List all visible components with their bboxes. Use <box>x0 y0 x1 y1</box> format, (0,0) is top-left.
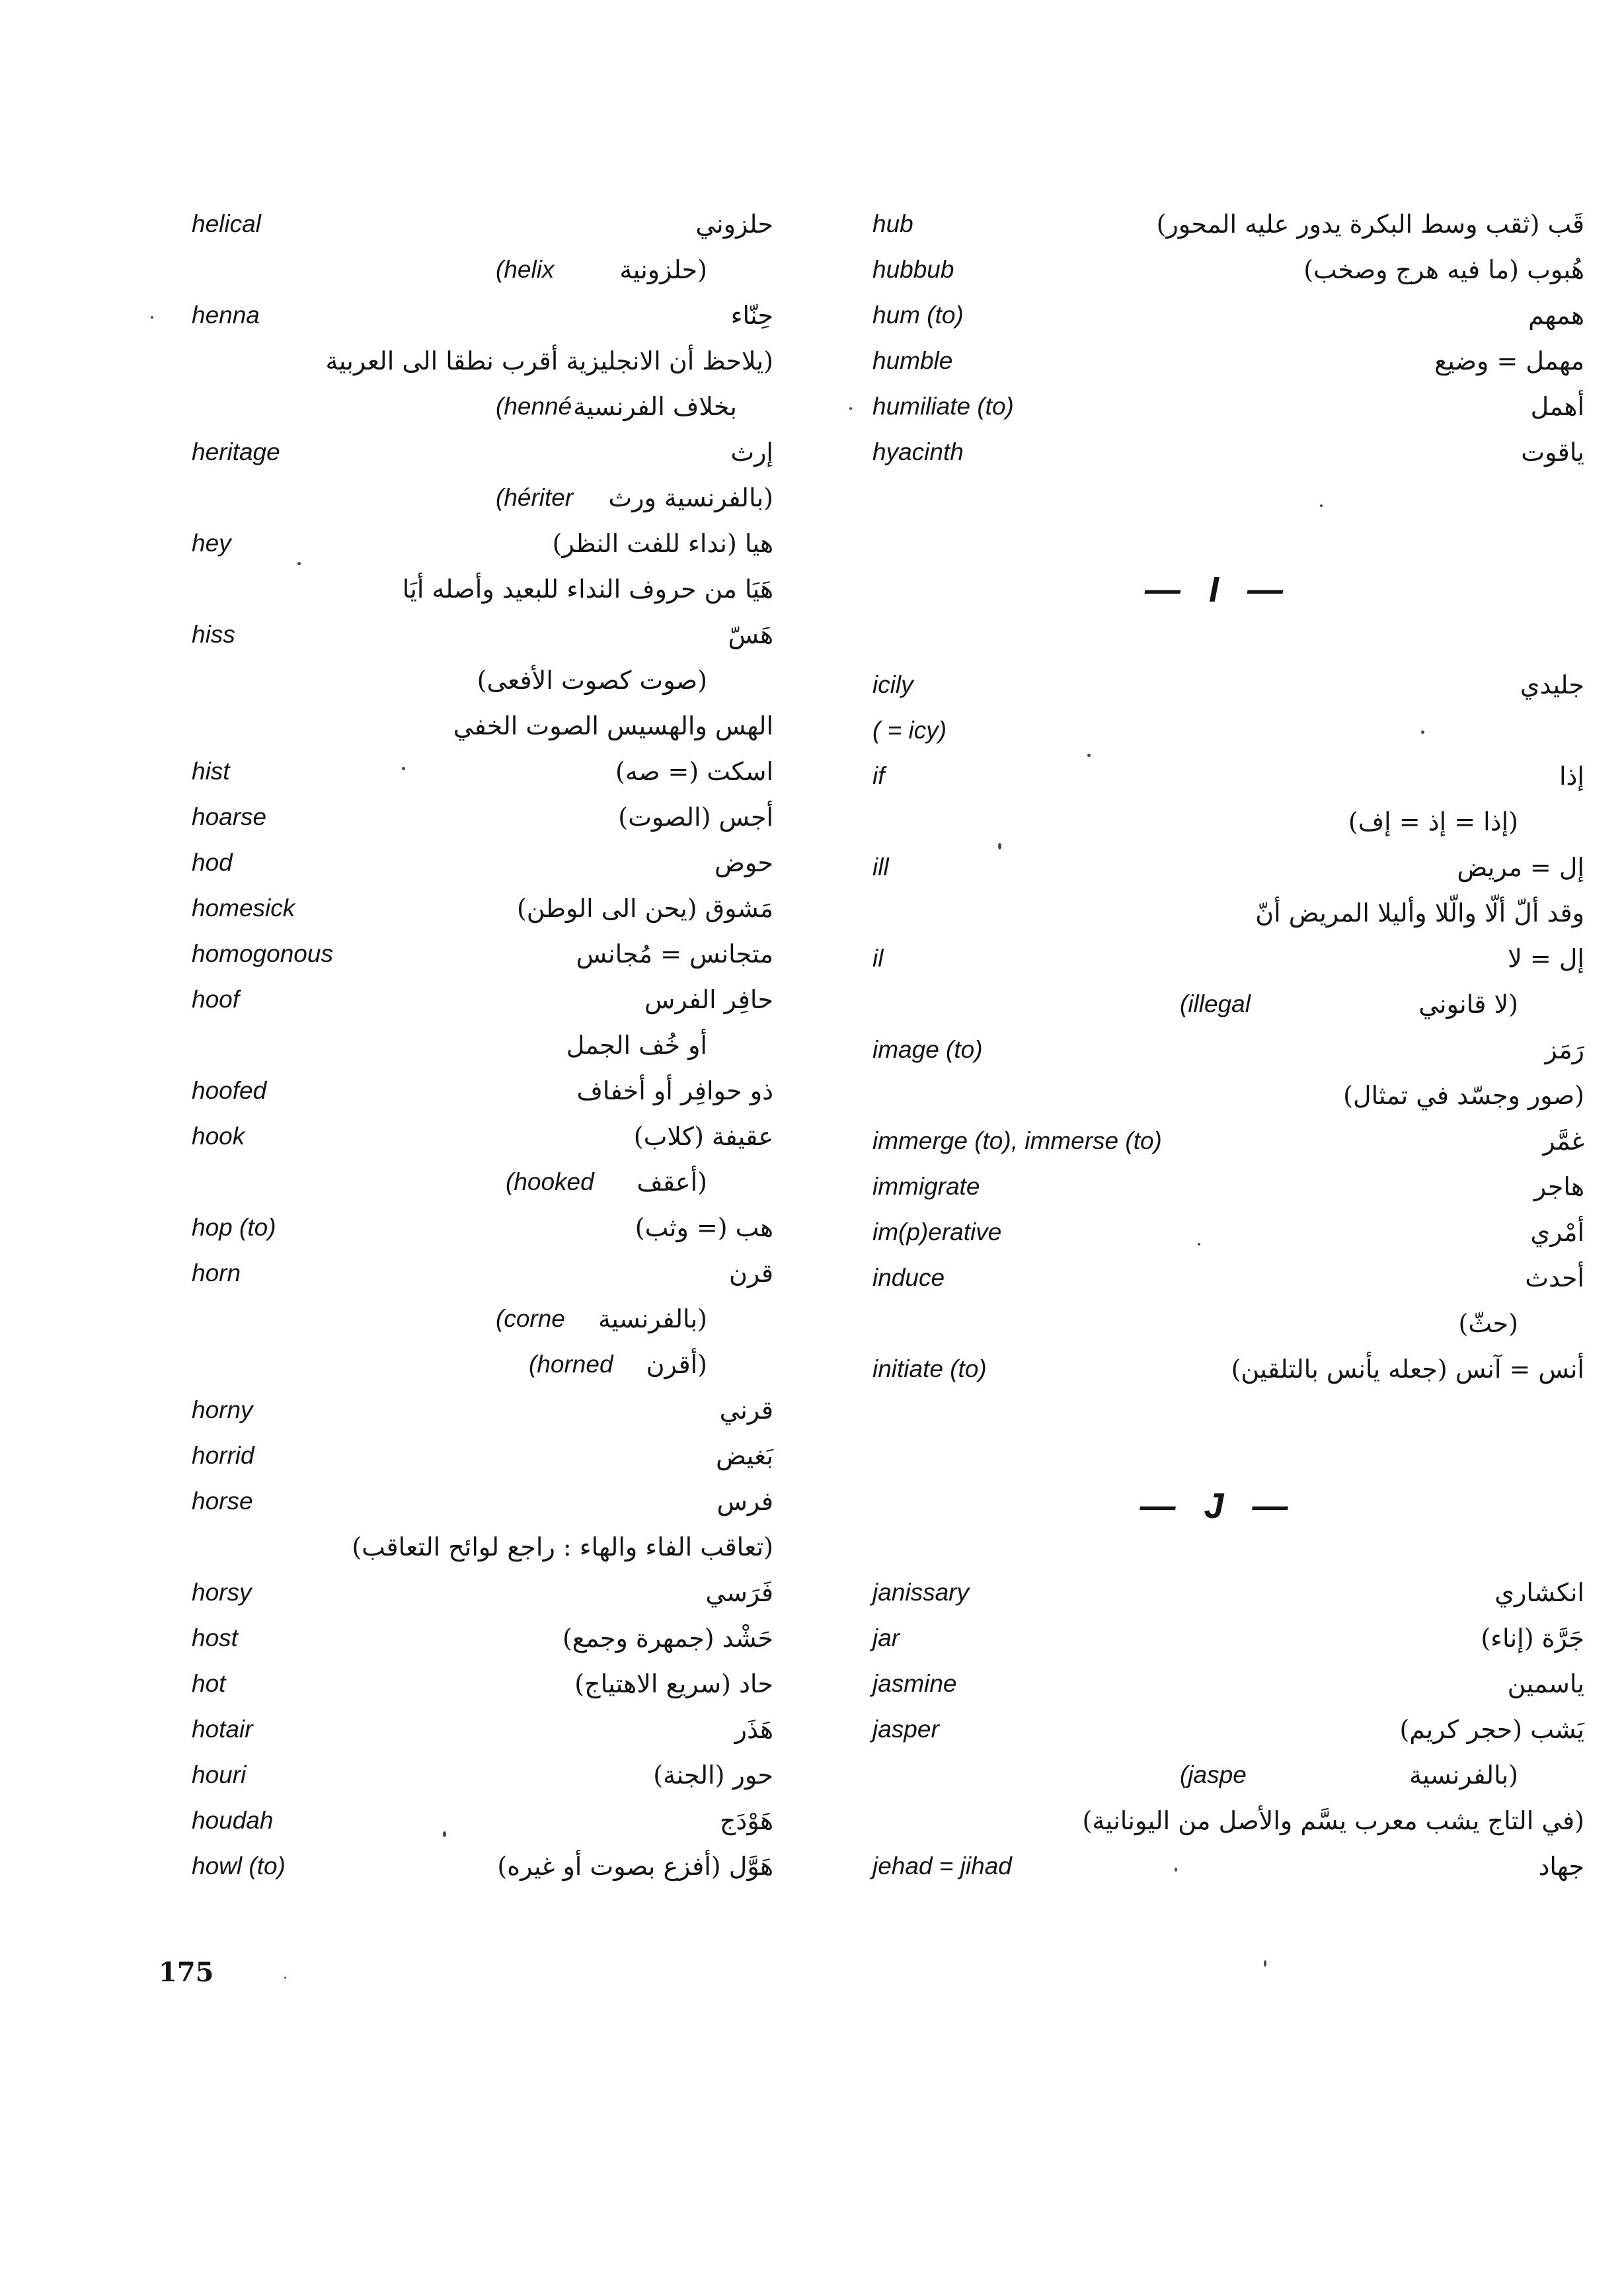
english-term: hub <box>872 210 913 237</box>
english-note: (horned <box>529 1351 613 1378</box>
scan-speck <box>998 843 1001 850</box>
arabic-term: هُبوب (ما فيه هرج وصخب) <box>1303 255 1584 284</box>
english-term: henna <box>192 301 260 329</box>
arabic-term: بَغيض <box>716 1441 773 1470</box>
entry-row <box>0 1433 793 1478</box>
entry-row <box>0 293 793 338</box>
english-term: janissary <box>872 1579 969 1606</box>
arabic-term: مَشوق (يحن الى الوطن) <box>516 894 773 923</box>
entry-row <box>0 384 793 429</box>
english-term: jar <box>872 1624 900 1651</box>
entry-row <box>0 1844 793 1889</box>
english-term: horse <box>192 1487 253 1515</box>
arabic-note: (أقرن <box>646 1350 707 1379</box>
english-term: houri <box>192 1761 247 1788</box>
english-note: (henné <box>496 393 572 420</box>
entry-row <box>0 977 793 1022</box>
english-term: hoofed <box>192 1077 267 1104</box>
arabic-term: هَوَّل (أفزع بصوت أو غيره) <box>497 1852 773 1881</box>
english-term: hist <box>192 758 230 785</box>
arabic-term: انكشاري <box>1494 1578 1584 1607</box>
english-term: if <box>872 762 885 789</box>
entry-row <box>0 338 793 383</box>
scan-speck <box>1198 1243 1200 1246</box>
arabic-term: جليدي <box>1520 670 1584 699</box>
entry-row <box>813 384 1624 429</box>
entry-row <box>813 754 1624 799</box>
entry-row <box>0 1707 793 1752</box>
english-term: hiss <box>192 621 235 648</box>
english-term: homogonous <box>192 940 333 967</box>
english-term: im(p)erative <box>872 1218 1002 1246</box>
entry-row <box>0 749 793 794</box>
entry-row <box>813 1616 1624 1661</box>
entry-row <box>813 982 1624 1027</box>
arabic-term: إذا <box>1559 762 1584 791</box>
arabic-term: فرس <box>716 1487 773 1516</box>
entry-row <box>0 1296 793 1341</box>
scan-speck <box>402 767 405 770</box>
scan-speck <box>1421 731 1424 734</box>
entry-row <box>813 1164 1624 1209</box>
scan-speck <box>1175 1868 1177 1872</box>
arabic-term: حور (الجنة) <box>653 1761 773 1790</box>
arabic-note: (إذا = إذ = إف) <box>1348 807 1518 836</box>
entry-row <box>0 430 793 475</box>
arabic-term: غمَّر <box>1543 1127 1584 1156</box>
arabic-term: متجانس = مُجانس <box>576 939 773 969</box>
arabic-term: رَمَز <box>1545 1035 1584 1064</box>
arabic-note: هَيَا من حروف النداء للبعيد وأصله أيَا <box>402 574 773 604</box>
entry-row <box>813 1707 1624 1752</box>
arabic-note: (في التاج يشب معرب يسَّم والأصل من اليونانية) <box>1082 1806 1584 1835</box>
arabic-term: ياقوت <box>1521 438 1584 467</box>
english-term: hyacinth <box>872 438 964 465</box>
arabic-note: (أعقف <box>637 1168 707 1197</box>
english-term: jasmine <box>872 1670 957 1697</box>
english-term: horrid <box>192 1442 254 1469</box>
scan-speck <box>284 1977 286 1979</box>
entry-row <box>813 293 1624 338</box>
english-term: immigrate <box>872 1173 980 1200</box>
english-term: hubbub <box>872 256 954 283</box>
entry-row <box>0 1160 793 1205</box>
entry-row <box>813 799 1624 844</box>
english-term: hop (to) <box>192 1214 276 1241</box>
entry-row <box>0 1342 793 1387</box>
english-term: horn <box>192 1259 241 1287</box>
entry-row <box>813 1798 1624 1843</box>
arabic-term: أهمل <box>1530 392 1584 421</box>
entry-row <box>813 1570 1624 1615</box>
english-term: host <box>192 1624 238 1651</box>
arabic-note: أو خُف الجمل <box>566 1031 707 1060</box>
entry-row <box>813 1073 1624 1118</box>
arabic-term: هَذَر <box>734 1715 773 1744</box>
arabic-note: (حثّ) <box>1458 1309 1518 1338</box>
entry-row <box>0 795 793 840</box>
entry-row <box>813 1661 1624 1706</box>
section-heading-i: — I — <box>1144 570 1292 610</box>
entry-row <box>813 1844 1624 1889</box>
arabic-term: عقيفة (كلاب) <box>633 1122 773 1151</box>
arabic-term: حلزوني <box>695 210 773 239</box>
english-note: (hériter <box>496 484 574 511</box>
arabic-term: إل = مريض <box>1457 853 1584 882</box>
english-term: helical <box>192 210 261 237</box>
arabic-term: حافِر الفرس <box>644 985 773 1014</box>
english-term: il <box>872 945 884 972</box>
arabic-term: هيا (نداء للفت النظر) <box>552 529 773 558</box>
arabic-term: قرن <box>728 1259 773 1288</box>
entry-row <box>813 1301 1624 1346</box>
entry-row <box>0 612 793 657</box>
entry-row <box>0 202 793 247</box>
english-note: (jaspe <box>1180 1761 1247 1788</box>
entry-row <box>0 247 793 292</box>
entry-row <box>813 1753 1624 1798</box>
entry-row <box>0 1068 793 1113</box>
entry-row <box>0 1114 793 1159</box>
english-term: homesick <box>192 894 295 922</box>
english-term: image (to) <box>872 1036 983 1063</box>
entry-row <box>0 886 793 931</box>
entry-row <box>813 1255 1624 1300</box>
english-note: ( = icy) <box>872 717 947 744</box>
english-note: (illegal <box>1180 990 1251 1017</box>
arabic-term: حاد (سريع الاهتياج) <box>574 1669 773 1698</box>
page-number: 175 <box>159 1957 214 1988</box>
entry-row <box>0 1251 793 1296</box>
arabic-term: قرني <box>719 1396 773 1425</box>
arabic-note: (بالفرنسية <box>598 1304 707 1333</box>
arabic-term: يَشب (حجر كريم) <box>1399 1715 1584 1744</box>
entry-row <box>813 662 1624 707</box>
english-term: induce <box>872 1264 945 1291</box>
arabic-note: (صور وجسّد في تمثال) <box>1343 1081 1584 1110</box>
arabic-term: حوض <box>714 848 773 877</box>
arabic-note: (صوت كصوت الأفعى) <box>477 666 707 695</box>
arabic-term: أجس (الصوت) <box>618 803 773 832</box>
arabic-term: ياسمين <box>1507 1669 1584 1698</box>
english-term: jehad = jihad <box>872 1852 1012 1880</box>
entry-row <box>813 936 1624 981</box>
entry-row <box>0 1479 793 1524</box>
section-heading-j: — J — <box>1140 1486 1297 1526</box>
arabic-term: همهم <box>1528 301 1584 330</box>
entry-row <box>813 891 1624 935</box>
arabic-note: الهس والهسيس الصوت الخفي <box>453 711 773 740</box>
arabic-term: اسكت (= صه) <box>615 757 773 786</box>
arabic-term: هَوْدَج <box>719 1806 773 1835</box>
english-term: hod <box>192 849 233 876</box>
english-term: horsy <box>192 1579 252 1606</box>
scan-speck <box>1264 1960 1266 1967</box>
entry-row <box>0 1616 793 1661</box>
english-term: houdah <box>192 1807 274 1834</box>
scan-speck <box>151 316 153 319</box>
english-term: heritage <box>192 438 280 465</box>
english-term: humiliate (to) <box>872 393 1014 420</box>
entry-row <box>0 658 793 703</box>
entry-row <box>0 931 793 976</box>
scan-speck <box>443 1831 446 1837</box>
arabic-note: (بالفرنسية ورث <box>608 483 773 512</box>
entry-row <box>813 338 1624 383</box>
english-note: (hooked <box>506 1168 594 1195</box>
arabic-term: هَسّ <box>728 620 773 649</box>
scan-speck <box>1320 504 1323 507</box>
entry-row <box>813 1210 1624 1255</box>
english-term: humble <box>872 347 953 374</box>
arabic-term: هب (= وثب) <box>635 1213 773 1242</box>
english-term: hey <box>192 530 231 557</box>
entry-row <box>813 202 1624 247</box>
english-term: immerge (to), immerse (to) <box>872 1127 1162 1154</box>
entry-row <box>0 1798 793 1843</box>
english-term: jasper <box>872 1716 939 1743</box>
arabic-term: ذو حوافِر أو أخفاف <box>576 1076 773 1105</box>
entry-row <box>0 840 793 885</box>
english-term: horny <box>192 1396 253 1423</box>
entry-row <box>0 1023 793 1068</box>
entry-row <box>0 1388 793 1433</box>
arabic-note: (حلزونية <box>619 255 707 284</box>
arabic-note: بخلاف الفرنسية <box>573 392 737 421</box>
entry-row <box>813 1119 1624 1164</box>
arabic-term: جَرَّة (إناء) <box>1481 1624 1584 1653</box>
arabic-note: (بالفرنسية <box>1409 1761 1518 1790</box>
arabic-note: (يلاحظ أن الانجليزية أقرب نطقا الى العربية <box>325 346 773 376</box>
entry-row <box>813 708 1624 753</box>
english-note: (corne <box>496 1305 565 1332</box>
scan-speck <box>297 562 301 565</box>
entry-row <box>0 703 793 748</box>
english-term: hotair <box>192 1716 253 1743</box>
english-term: hot <box>192 1670 226 1697</box>
entry-row <box>813 1347 1624 1392</box>
arabic-term: أمْري <box>1530 1218 1584 1247</box>
entry-row <box>0 1570 793 1615</box>
arabic-term: حَشْد (جمهرة وجمع) <box>562 1624 773 1653</box>
entry-row <box>0 521 793 566</box>
english-term: hoof <box>192 986 240 1013</box>
arabic-term: حِنّاء <box>730 301 773 330</box>
entry-row <box>813 845 1624 890</box>
arabic-note: (تعاقب الفاء والهاء : راجع لوائح التعاقب) <box>352 1532 773 1562</box>
entry-row <box>0 567 793 612</box>
english-term: howl (to) <box>192 1852 286 1880</box>
entry-row <box>0 1205 793 1250</box>
english-note: (helix <box>496 256 555 283</box>
arabic-term: مهمل = وضيع <box>1434 346 1584 376</box>
arabic-term: جهاد <box>1538 1852 1584 1881</box>
entry-row <box>0 475 793 520</box>
english-term: hum (to) <box>872 301 964 329</box>
scan-speck <box>849 407 852 410</box>
english-term: hoarse <box>192 803 267 830</box>
entry-row <box>813 247 1624 292</box>
entry-row <box>0 1753 793 1798</box>
arabic-term: أحدث <box>1525 1263 1584 1292</box>
arabic-note: (لا قانوني <box>1418 990 1518 1019</box>
entry-row <box>813 430 1624 475</box>
arabic-term: قَب (ثقب وسط البكرة يدور عليه المحور) <box>1156 210 1584 239</box>
english-term: hook <box>192 1123 245 1150</box>
arabic-note: وقد ألّ ألّا والّلا وأليلا المريض أنّ <box>1255 898 1584 928</box>
entry-row <box>813 1027 1624 1072</box>
english-term: icily <box>872 671 913 698</box>
arabic-term: إرث <box>730 438 773 467</box>
arabic-term: فَرَسي <box>705 1578 773 1607</box>
entry-row <box>0 1524 793 1569</box>
arabic-term: هاجر <box>1533 1172 1584 1201</box>
scan-speck <box>1087 754 1091 757</box>
entry-row <box>0 1661 793 1706</box>
arabic-term: أنس = آنس (جعله يأنس بالتلقين) <box>1231 1355 1584 1384</box>
arabic-term: إل = لا <box>1508 944 1584 973</box>
english-term: initiate (to) <box>872 1355 987 1382</box>
english-term: ill <box>872 853 889 881</box>
